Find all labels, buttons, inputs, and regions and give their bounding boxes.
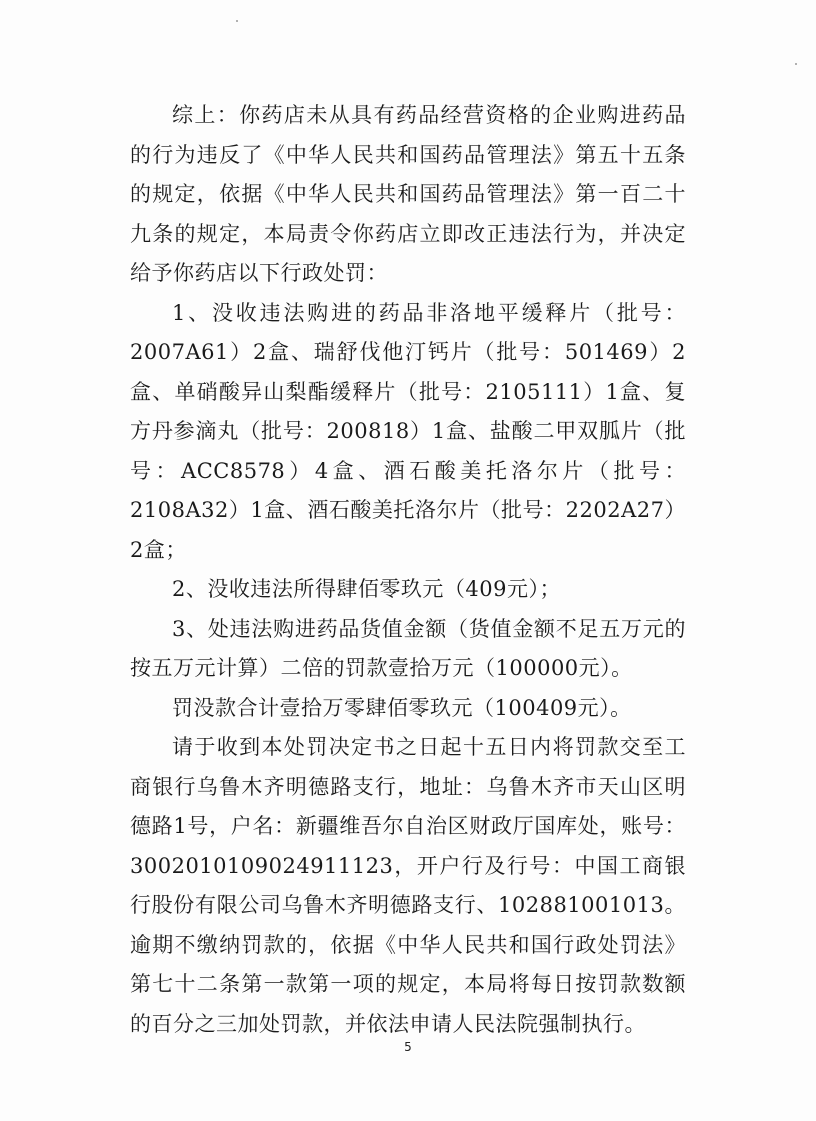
scan-speck [236,20,238,22]
penalty-item-3: 3、处违法购进药品货值金额（货值金额不足五万元的按五万元计算）二倍的罚款壹拾万元（100000元）。 [130,616,686,680]
total-paragraph: 罚没款合计壹拾万零肆佰零玖元（100409元）。 [172,695,632,720]
payment-instructions-paragraph: 请于收到本处罚决定书之日起十五日内将罚款交至工商银行乌鲁木齐明德路支行，地址：乌鲁木齐市天山区明德路1号，户名：新疆维吾尔自治区财政厅国库处，账号：3002010109024911123，开户行及行号：中国工商银行股份有限公司乌鲁木齐明德路支行、102881001013。逾期不缴纳罚款的，依据《中华人民共和国行政处罚法》第七十二条第一款第一项的规定，本局将每日按罚款数额的百分之三加处罚款，并依法申请人民法院强制执行。 [130,735,686,1036]
summary-paragraph: 综上：你药店未从具有药品经营资格的企业购进药品的行为违反了《中华人民共和国药品管理法》第五十五条的规定，依据《中华人民共和国药品管理法》第一百二十九条的规定，本局责令你药店立即改正违法行为，并决定给予你药店以下行政处罚： [130,103,686,285]
page-number: 5 [404,1040,412,1054]
scan-speck [795,63,797,65]
penalty-item-2: 2、没收违法所得肆佰零玖元（409元）； [172,577,561,601]
penalty-item-1: 1、没收违法购进的药品非洛地平缓释片（批号：2007A61）2盒、瑞舒伐他汀钙片（批号：501469）2盒、单硝酸异山梨酯缓释片（批号：2105111）1盒、复方丹参滴丸（批号：200818）1盒、盐酸二甲双胍片（批号：ACC8578）4盒、酒石酸美托洛尔片（批号：2108A32）1盒、酒石酸美托洛尔片（批号：2202A27）2盒； [130,300,686,562]
document-body [130,96,686,1044]
